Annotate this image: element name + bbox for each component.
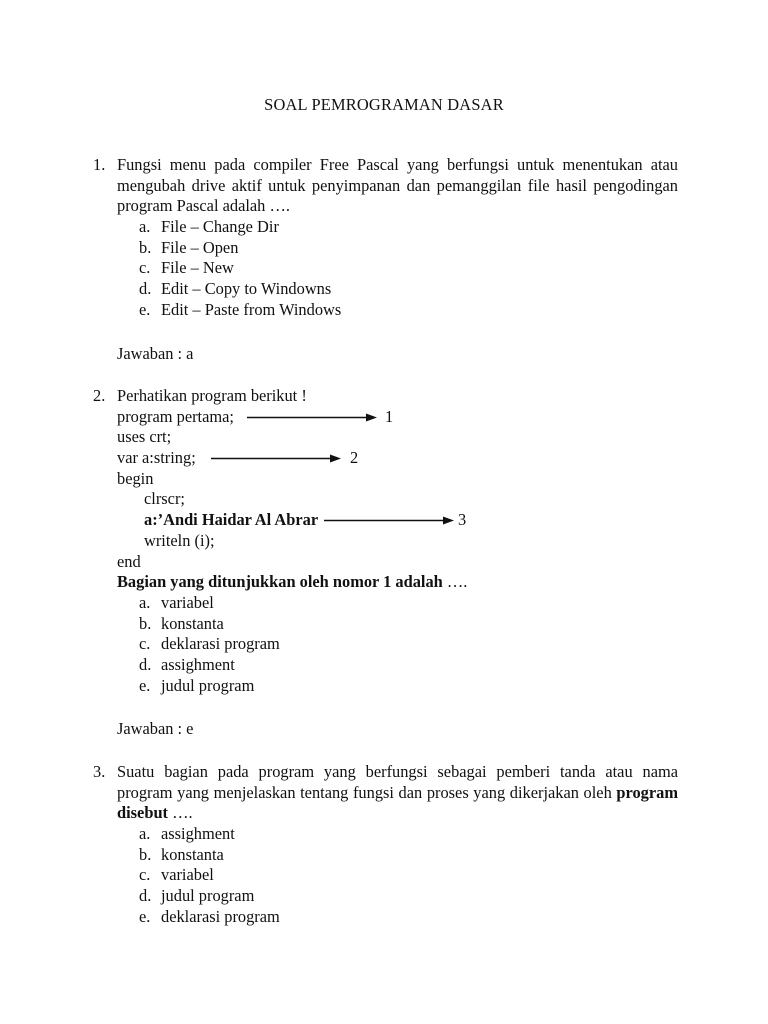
arrow-label: 2 [350,448,359,468]
question-text: Suatu bagian pada program yang berfungsi sebagai pemberi tanda atau nama program yang menjelaskan tentang fungsi dan proses yang dikerjakan oleh program disebut …. [117,762,678,823]
arrow-right-icon [324,515,454,526]
code-line-3: var a:string; 2 [117,448,359,468]
arrow-label: 1 [385,406,394,426]
option-d: d. judul program [139,886,255,906]
option-e: e. Edit – Paste from Windows [139,299,342,319]
option-list [139,824,678,927]
question-intro: Perhatikan program berikut ! [117,386,307,405]
option-a: a. assighment [139,824,235,844]
code-line-1: program pertama; 1 [117,406,394,426]
answer-2: Jawaban : e [117,719,194,738]
answer-1: Jawaban : a [117,344,194,363]
question-1 [93,155,678,321]
option-d: d. assighment [139,654,235,674]
option-c: c. File – New [139,258,234,278]
option-c: c. variabel [139,865,214,885]
code-line-4: begin [117,468,154,488]
code-line-6: a:’Andi Haidar Al Abrar 3 [144,510,467,530]
option-a: a. variabel [139,592,214,612]
option-e: e. judul program [139,675,255,695]
arrow-right-icon [247,412,377,423]
question-2 [93,386,678,696]
option-d: d. Edit – Copy to Windowns [139,279,332,299]
option-a: a. File – Change Dir [139,217,279,237]
option-list [139,593,678,696]
option-b: b. konstanta [139,613,224,633]
arrow-label: 3 [458,510,467,530]
question-text: Fungsi menu pada compiler Free Pascal yang berfungsi untuk menentukan atau mengubah drive aktif untuk penyimpanan dan pemanggilan file hasil pengodingan program Pascal adalah …. [117,155,678,216]
question-3 [93,762,678,928]
question-number: 3. [93,762,106,781]
code-line-5: clrscr; [144,489,185,509]
question-number: 1. [93,155,106,174]
code-line-8: end [117,551,141,571]
option-list [139,217,678,320]
code-line-7: writeln (i); [144,530,215,550]
option-b: b. konstanta [139,844,224,864]
question-number: 2. [93,386,106,405]
question-prompt: Bagian yang ditunjukkan oleh nomor 1 adalah …. [117,572,468,592]
arrow-right-icon [211,453,341,464]
code-line-2: uses crt; [117,427,172,447]
document-title: SOAL PEMROGRAMAN DASAR [264,95,504,114]
option-b: b. File – Open [139,237,239,257]
option-e: e. deklarasi program [139,906,280,926]
option-c: c. deklarasi program [139,634,280,654]
